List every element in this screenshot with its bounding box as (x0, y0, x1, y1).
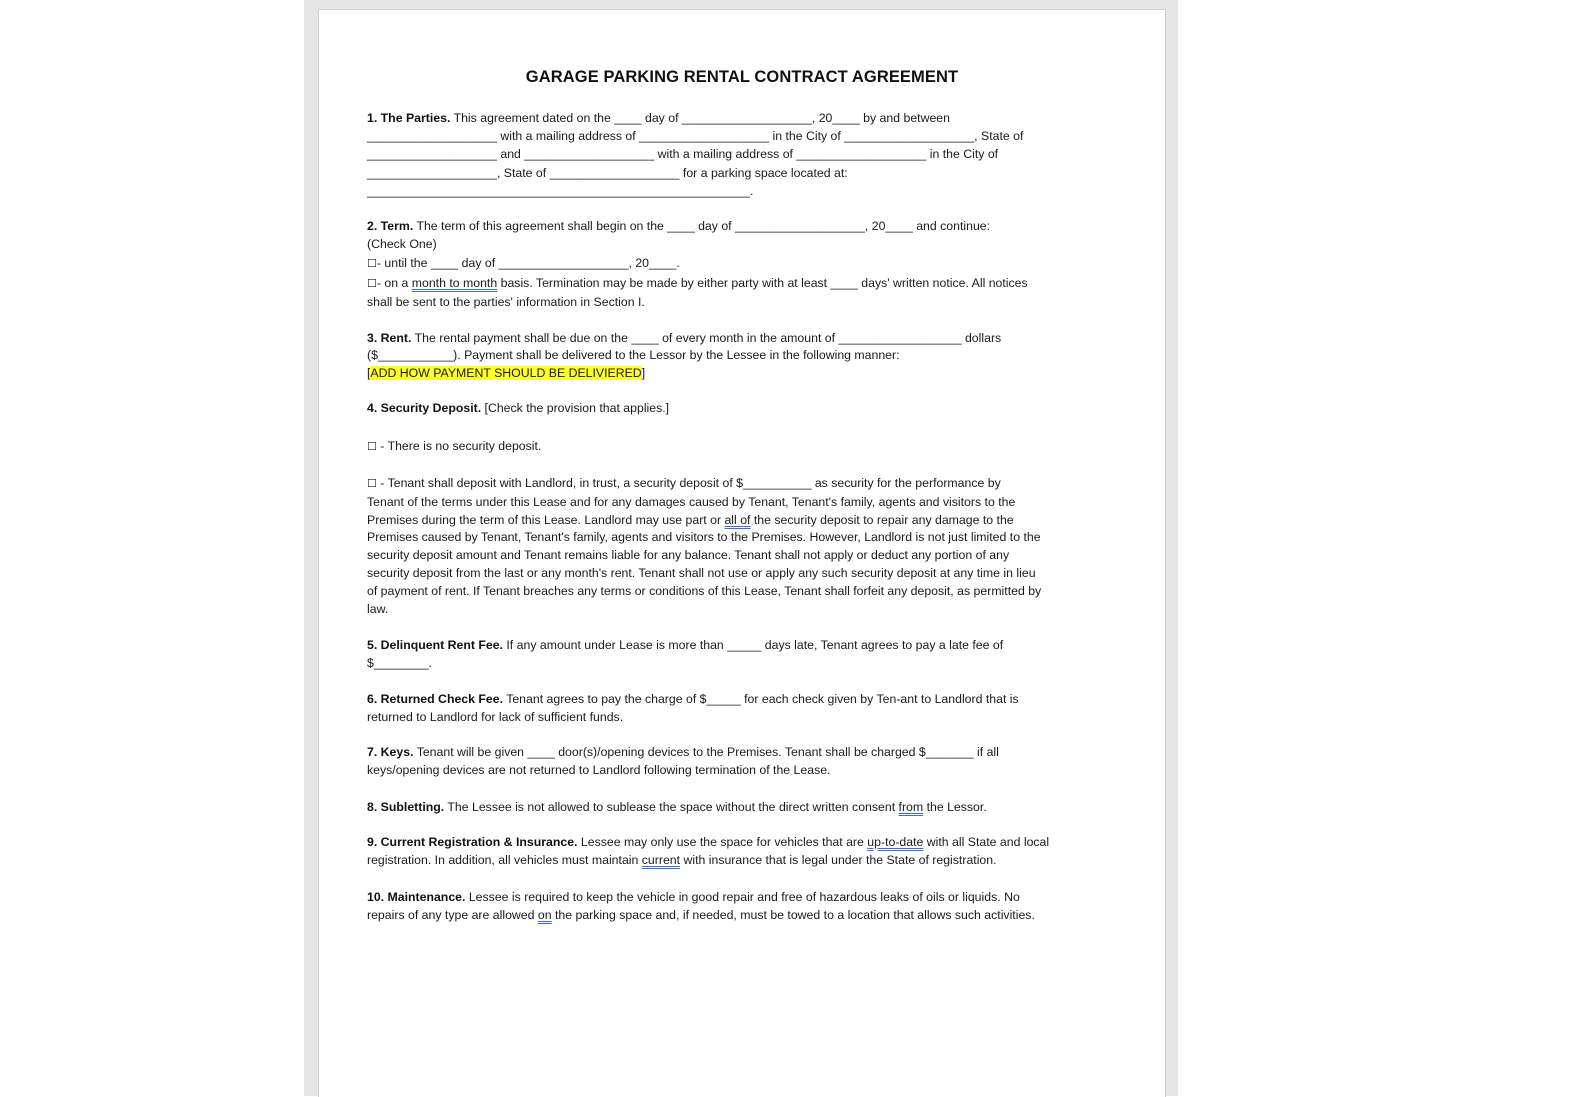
security-line-8: law. (367, 602, 389, 616)
security-option-deposit: ☐ - Tenant shall deposit with Landlord, in trust, a security deposit of $__________ as security for the performance by (367, 476, 1001, 490)
parties-line-5: ________________________________________________________. (367, 184, 754, 198)
rent-line-2: ($___________). Payment shall be delivered to the Lessor by the Lessee in the following manner: (367, 348, 900, 362)
security-line-5: security deposit amount and Tenant remains liable for any balance. Tenant shall not apply or deduct any portion of any (367, 548, 1010, 562)
delinquent-line-2: $________. (367, 656, 432, 670)
checkbox-icon[interactable]: ☐ (367, 277, 377, 290)
security-option-none: ☐ - There is no security deposit. (367, 439, 542, 453)
term-line-1: 2. Term. The term of this agreement shall begin on the ____ day of ___________________, 20____ and continue: (367, 219, 991, 233)
checkbox-icon[interactable]: ☐ (367, 257, 377, 270)
proofing-underlined-text: from (898, 800, 924, 814)
term-check-one: (Check One) (367, 237, 437, 251)
section-heading: 3. Rent. (367, 331, 412, 345)
returned-check-line-2: returned to Landlord for lack of sufficient funds. (367, 710, 624, 724)
term-option-line-2: shall be sent to the parties' information in Section I. (367, 295, 645, 309)
section-heading: 10. Maintenance. (367, 890, 466, 904)
registration-line-1: 9. Current Registration & Insurance. Lessee may only use the space for vehicles that are up-to-date with all State and local (367, 835, 1050, 849)
highlighted-placeholder: ADD HOW PAYMENT SHOULD BE DELIVIERED (370, 366, 642, 380)
proofing-underlined-text: current (641, 853, 681, 867)
maintenance-line-1: 10. Maintenance. Lessee is required to keep the vehicle in good repair and free of hazardous leaks of oils or liquids. No (367, 890, 1020, 904)
term-option-month-to-month: ☐- on a month to month basis. Termination may be made by either party with at least ____ days' written notice. All notices (367, 276, 1028, 290)
section-heading: 2. Term. (367, 219, 414, 233)
section-heading: 6. Returned Check Fee. (367, 692, 503, 706)
section-heading: 9. Current Registration & Insurance. (367, 835, 578, 849)
document-title: GARAGE PARKING RENTAL CONTRACT AGREEMENT (525, 68, 959, 86)
keys-line-1: 7. Keys. Tenant will be given ____ door(s)/opening devices to the Premises. Tenant shall be charged $_______ if all (367, 745, 999, 759)
parties-line-1: 1. The Parties. This agreement dated on the ____ day of ___________________, 20____ by and between (367, 111, 950, 125)
rent-line-1: 3. Rent. The rental payment shall be due on the ____ of every month in the amount of __________________ dollars (367, 331, 1002, 345)
maintenance-line-2: repairs of any type are allowed on the parking space and, if needed, must be towed to a location that allows such activities. (367, 908, 1035, 922)
rent-line-3: [ADD HOW PAYMENT SHOULD BE DELIVIERED] (367, 366, 646, 380)
parties-line-3: ___________________ and ___________________ with a mailing address of ___________________ in the City of (367, 147, 999, 161)
security-line-6: security deposit from the last or any month's rent. Tenant shall not use or apply any such security deposit at any time in lieu (367, 566, 1036, 580)
subletting-line: 8. Subletting. The Lessee is not allowed to sublease the space without the direct written consent from the Lessor. (367, 800, 987, 814)
document-page (318, 9, 1166, 1097)
keys-line-2: keys/opening devices are not returned to Landlord following termination of the Lease. (367, 763, 831, 777)
term-option-until: ☐- until the ____ day of ___________________, 20____. (367, 256, 680, 270)
section-heading: 1. The Parties. (367, 111, 451, 125)
delinquent-line-1: 5. Delinquent Rent Fee. If any amount under Lease is more than _____ days late, Tenant agrees to pay a late fee of (367, 638, 1004, 652)
checkbox-icon[interactable]: ☐ (367, 477, 377, 490)
section-heading: 5. Delinquent Rent Fee. (367, 638, 503, 652)
returned-check-line-1: 6. Returned Check Fee. Tenant agrees to pay the charge of $_____ for each check given by Ten-ant to Landlord that is (367, 692, 1019, 706)
proofing-underlined-text: up-to-date (867, 835, 924, 849)
proofing-underlined-text: on (537, 908, 552, 922)
security-line-4: Premises caused by Tenant, Tenant's family, agents and visitors to the Premises. However, Landlord is not just limited to the (367, 530, 1041, 544)
section-heading: 7. Keys. (367, 745, 414, 759)
security-line-3: Premises during the term of this Lease. Landlord may use part or all of the security deposit to repair any damage to the (367, 513, 1014, 527)
security-line-7: of payment of rent. If Tenant breaches any terms or conditions of this Lease, Tenant shall forfeit any deposit, as permitted by (367, 584, 1042, 598)
security-line-2: Tenant of the terms under this Lease and for any damages caused by Tenant, Tenant's family, agents and visitors to the (367, 495, 1016, 509)
proofing-underlined-text: month to month (411, 276, 498, 290)
parties-line-4: ___________________, State of ___________________ for a parking space located at: (367, 166, 848, 180)
parties-line-2: ___________________ with a mailing address of ___________________ in the City of ___________________, State of (367, 129, 1024, 143)
checkbox-icon[interactable]: ☐ (367, 440, 377, 453)
security-deposit-line-1: 4. Security Deposit. [Check the provision that applies.] (367, 401, 670, 415)
registration-line-2: registration. In addition, all vehicles must maintain current with insurance that is legal under the State of registration. (367, 853, 997, 867)
section-heading: 4. Security Deposit. (367, 401, 482, 415)
section-heading: 8. Subletting. (367, 800, 445, 814)
proofing-underlined-text: all of (724, 513, 751, 527)
